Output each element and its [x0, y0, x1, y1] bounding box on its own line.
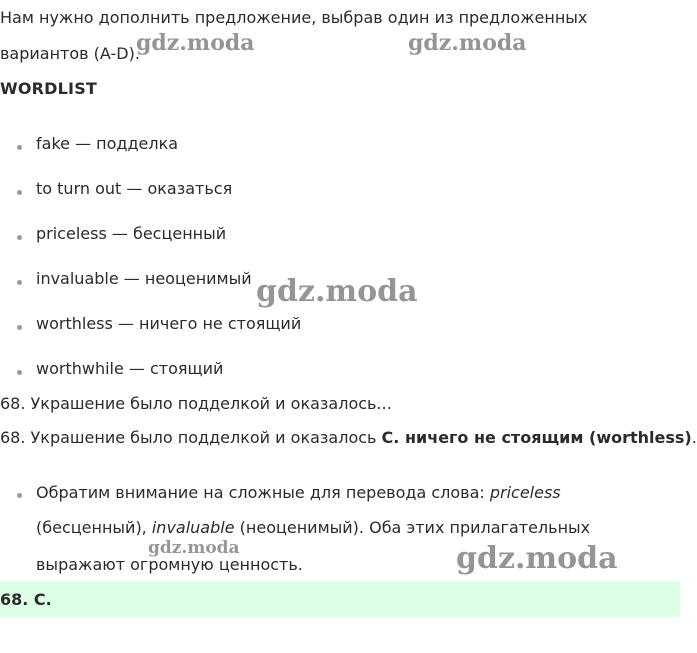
- wordlist-entry: invaluable — неоценимый: [36, 269, 252, 288]
- bullet-icon: [17, 493, 22, 498]
- watermark-logo: gdz.moda: [408, 30, 527, 56]
- answer-suffix: .: [691, 428, 697, 447]
- note-text: (бесценный),: [36, 518, 152, 537]
- note-line-2: [36, 518, 590, 537]
- final-answer-box: [0, 581, 680, 617]
- bullet-icon: [17, 190, 22, 195]
- wordlist-heading: WORDLIST: [0, 79, 98, 98]
- note-line-3: выражают огромную ценность.: [36, 555, 303, 574]
- intro-line-2: вариантов (A-D).: [0, 44, 140, 63]
- question-answer: [0, 428, 697, 447]
- watermark-logo: gdz.moda: [256, 274, 418, 309]
- wordlist-entry: to turn out — оказаться: [36, 179, 233, 198]
- wordlist-entry: priceless — бесценный: [36, 224, 227, 243]
- note-line-1: [36, 483, 561, 502]
- note-text: Обратим внимание на сложные для перевода слова:: [36, 483, 490, 502]
- question-prompt: 68. Украшение было подделкой и оказалось...: [0, 394, 392, 413]
- intro-line-1: Нам нужно дополнить предложение, выбрав один из предложенных: [0, 8, 588, 27]
- note-text: (неоценимый). Оба этих прилагательных: [234, 518, 591, 537]
- bullet-icon: [17, 280, 22, 285]
- wordlist-entry: worthwhile — стоящий: [36, 359, 224, 378]
- watermark-logo: gdz.moda: [136, 30, 255, 56]
- final-answer: 68. C.: [0, 590, 52, 609]
- bullet-icon: [17, 145, 22, 150]
- bullet-icon: [17, 325, 22, 330]
- answer-prefix: 68. Украшение было подделкой и оказалось: [0, 428, 382, 447]
- wordlist-entry: worthless — ничего не стоящий: [36, 314, 302, 333]
- bullet-icon: [17, 235, 22, 240]
- wordlist-entry: fake — подделка: [36, 134, 179, 153]
- note-term: invaluable: [151, 518, 235, 537]
- note-term: priceless: [489, 483, 561, 502]
- answer-choice: C. ничего не стоящим (worthless): [381, 428, 692, 447]
- watermark-logo: gdz.moda: [148, 538, 240, 558]
- bullet-icon: [17, 370, 22, 375]
- watermark-logo: gdz.moda: [456, 541, 618, 576]
